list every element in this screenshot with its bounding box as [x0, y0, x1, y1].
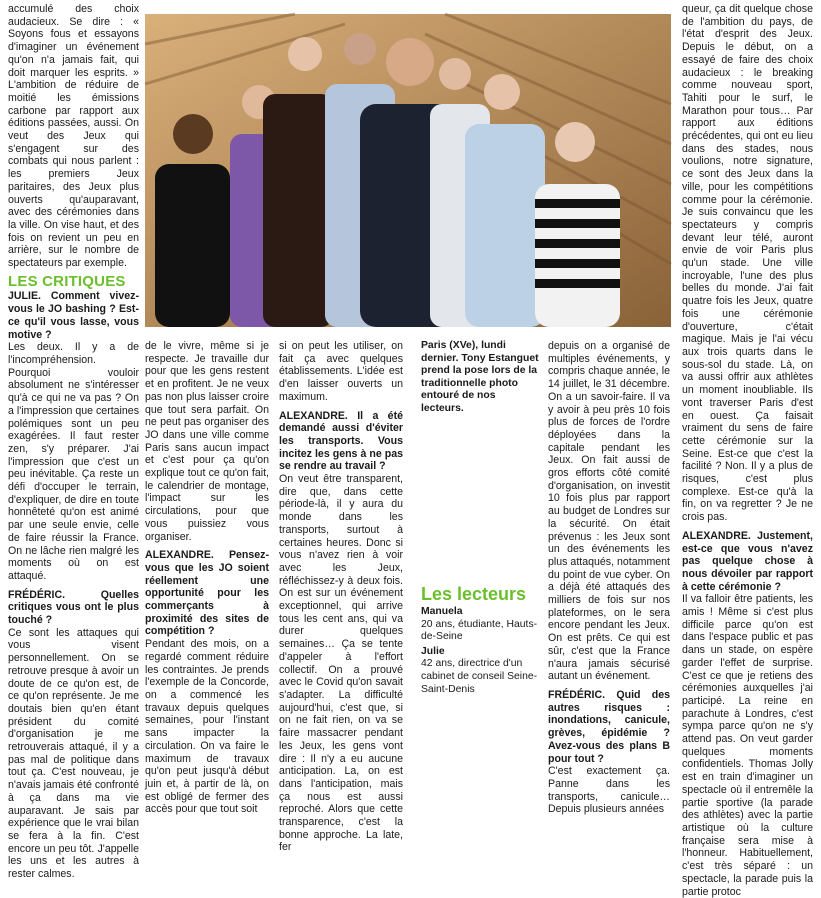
question-julie	[8, 290, 139, 341]
reader-name: Julie	[421, 645, 445, 657]
column-3	[279, 340, 403, 854]
speaker-label: ALEXANDRE.	[145, 549, 214, 562]
question-text: Comment vivez-vous le JO bashing ? Est-ce qu'il vous lasse, vous motive ?	[8, 290, 139, 341]
question-frederic	[548, 689, 670, 765]
speaker-label: FRÉDÉRIC.	[548, 688, 606, 701]
lecteurs-title: Les lecteurs	[421, 584, 527, 604]
question-text: Quelles critiques vous ont le plus touché ?	[8, 588, 139, 627]
question-frederic	[8, 589, 139, 627]
reader-entry	[421, 646, 541, 696]
question-text: Pensez-vous que les JO soient réellement une opportunité pour les commerçants à proximité des sites de compétition ?	[145, 549, 269, 638]
question-alexandre	[682, 530, 813, 594]
photo-credit: LP/ARNAUD DUMONTIER	[804, 214, 810, 287]
answer-paragraph: de le vivre, même si je respecte. Je travaille dur pour que les gens restent et en profitent. Je ne veux pas non plus laisser croire que tout sera parfait. On ne peut pas organiser des JO dans une ville comme Paris sans aucun impact et c'est pour ça qu'on explique tout ce qu'on fait, le calendrier de montage, l'impact sur les circulations, pour que vous puissiez vous organiser.	[145, 340, 269, 543]
lecteurs-list	[421, 606, 541, 696]
answer-paragraph: Les deux. Il y a de l'incompréhension. Pourquoi vouloir absolument ne s'intéresser qu'à ce qui ne va pas ? On a l'impression que certaines polémiques sont un peu exagérées. Il faut rester zen, s'y préparer. J'ai l'impression que c'est un peu inévitable. Ça reste un défi d'occuper le terrain, d'expliquer, de dire en toute honnêteté qu'on est animé par une seule envie, celle de faire réussir la France. On ne lâche rien malgré les moments où on est attaqué.	[8, 341, 139, 582]
column-5	[682, 3, 813, 898]
answer-paragraph: Ce sont les attaques qui vous visent personnellement. On se retrouve presque à avoir un doute de ce qu'on est, de ce qu'on représente. Je me doutais bien qu'en étant président du comité d'organisation je me retrouverais attaqué, il y a pas mal de politique dans tout ça. C'est nouveau, je n'avais jamais été confronté à ça dans ma vie auparavant. Je sais par expérience que le vrai bilan se fera à la fin. C'est encore un peu tôt. J'appelle les uns et les autres à rester calmes.	[8, 626, 139, 881]
question-alexandre	[145, 549, 269, 638]
section-title-critiques: LES CRITIQUES	[8, 272, 126, 290]
speaker-label: ALEXANDRE.	[682, 529, 751, 542]
answer-paragraph: depuis on a organisé de multiples événements, y compris chaque année, le 14 juillet, le 31 décembre. On a un savoir-faire. Il va y avoir à peu près 10 fois plus de forces de l'ordre déployées dans la capitale pendant les Jeux. On fait aussi de gros efforts côté comité d'organisation, on investit 10 fois plus par rapport au budget de Londres sur la sécurité. On était prévenus : les Jeux sont un des événements les plus attaqués, notamment du point de vue cyber. On a déjà été attaqués des milliers de fois sur nos plateformes, on le sera encore pendant les Jeux. On est prêts. Ce qui est sûr, c'est que la France n'aura jamais sécurisé autant un événement.	[548, 340, 670, 683]
reader-name: Manuela	[421, 606, 463, 617]
speaker-label: JULIE.	[8, 290, 41, 303]
photo-caption: Paris (XVe), lundi dernier. Tony Estanguet prend la pose lors de la traditionnelle photo entouré de nos lecteurs.	[421, 340, 539, 414]
reader-desc: 20 ans, étudiante, Hauts-de-Seine	[421, 618, 538, 643]
column-2	[145, 340, 269, 816]
answer-paragraph: Pendant des mois, on a regardé comment réduire les contraintes. Je prends l'exemple de la Concorde, on a commencé les travaux depuis quelques semaines, pour l'instant sans impacter la circulation. On va faire le maximum de travaux qu'on peut jusqu'à début juin et, à partir de là, on est obligé de fermer des accès pour que tout soit	[145, 638, 269, 816]
answer-paragraph: queur, ça dit quelque chose de l'ambition du pays, de l'état d'esprit des Jeux. Depuis le début, on a essayé de faire des choix audacieux : le breaking comme nouveau sport, Tahiti pour le surf, le Marathon pour tous… Par rapport aux éditions précédentes, qui ont eu lieu dans des stades, nous voulions, notre signature, ce sont des Jeux dans la ville, pour les compétitions comme pour la cérémonie. Je suis convaincu que les spectateurs y compris devant leur télé, auront envie de voir Paris plus qu'un stade. Une ville incroyable, l'une des plus belles du monde. J'ai fait quatre fois les Jeux, quatre fois une cérémonie d'ouverture, c'était magique. Mais je l'ai vécu aux trois quarts dans le sous-sol du stade. Là, on va aussi offrir aux athlètes un moment inoubliable. Ils vont traverser Paris d'est en ouest. Ça faisait vraiment du sens de faire cette cérémonie sur la Seine. Est-ce que c'est la facilité ? Non. Il y a plus de risques, c'est plus complexe. Est-ce qu'à la fin, on va regretter ? Je ne crois pas.	[682, 3, 813, 524]
photo-illustration	[145, 14, 671, 327]
question-text: Quid des autres risques : inondations, canicule, grèves, épidémie ? Avez-vous des plans B pour tout ?	[548, 688, 670, 765]
speaker-label: FRÉDÉRIC.	[8, 588, 66, 601]
question-text: Il a été demandé aussi d'éviter les transports. Vous incitez les gens à ne pas se rendre au travail ?	[279, 409, 403, 473]
answer-paragraph: On veut être transparent, dire que, dans cette période-là, il y aura du monde dans les transports, surtout à certaines heures. Donc si vous n'avez rien à voir avec les Jeux, réfléchissez-y à deux fois. On est sur un événement exceptionnel, qui arrive tous les cent ans, qui va durer quelques semaines… Ça se tente d'appeler à l'effort collectif. On a prouvé avec le Covid qu'on savait s'adapter. La difficulté aujourd'hui, c'est que, si on ne fait rien, on va se faire massacrer pendant les Jeux, les gens vont dire : Il n'y a eu aucune anticipation. La, on est dans l'anticipation, mais ça nous est aussi reproché. Alors que cette transparence, c'est la bonne approche. La late, fer	[279, 473, 403, 854]
question-text: Justement, est-ce que vous n'avez pas quelque chose à nous dévoiler par rapport à cette cérémonie ?	[682, 529, 813, 593]
intro-paragraph: accumulé des choix audacieux. Se dire : « Soyons fous et essayons d'imaginer un événement qu'on n'a jamais fait, qui doit marquer les esprits. » L'ambition de réduire de moitié les émissions carbone par rapport aux éditions passées, aussi. On veut des Jeux qui s'engagent sur des combats qui nous parlent : les premiers Jeux paritaires, des Jeux plus ouverts qu'auparavant, avec des cérémonies dans la ville. On vise haut, et des fois on revient un peu en arrière, sur le nombre de spectateurs par exemple.	[8, 3, 139, 270]
column-1	[8, 3, 139, 881]
column-4	[548, 340, 670, 816]
answer-paragraph: C'est exactement ça. Panne dans les transports, canicule… Depuis plusieurs années	[548, 765, 670, 816]
answer-paragraph: Il va falloir être patients, les amis ! Même si c'est plus difficile parce qu'on est dans l'espace public et pas dans un stade, on espère garder l'effet de surprise. C'est ce que je retiens des cérémonies auxquelles j'ai participé. La reine en parachute à Londres, c'est sympa parce qu'on ne s'y attend pas. On veut garder quelques moments confidentiels. Thomas Jolly est en train d'imaginer un spectacle où il entremêle la partie sportive (la parade des athlètes) avec la partie artistique où la culture française sera mise à l'honneur. Habituellement, c'est très séparé : un spectacle, la parade puis la partie protoc	[682, 593, 813, 898]
question-alexandre	[279, 410, 403, 474]
answer-paragraph: si on peut les utiliser, on fait ça avec quelques établissements. L'idée est d'en laisser ouverts un maximum.	[279, 340, 403, 403]
speaker-label: ALEXANDRE.	[279, 409, 348, 422]
reader-desc: 42 ans, directrice d'un cabinet de conseil Seine-Saint-Denis	[421, 658, 538, 695]
reader-entry	[421, 606, 541, 644]
